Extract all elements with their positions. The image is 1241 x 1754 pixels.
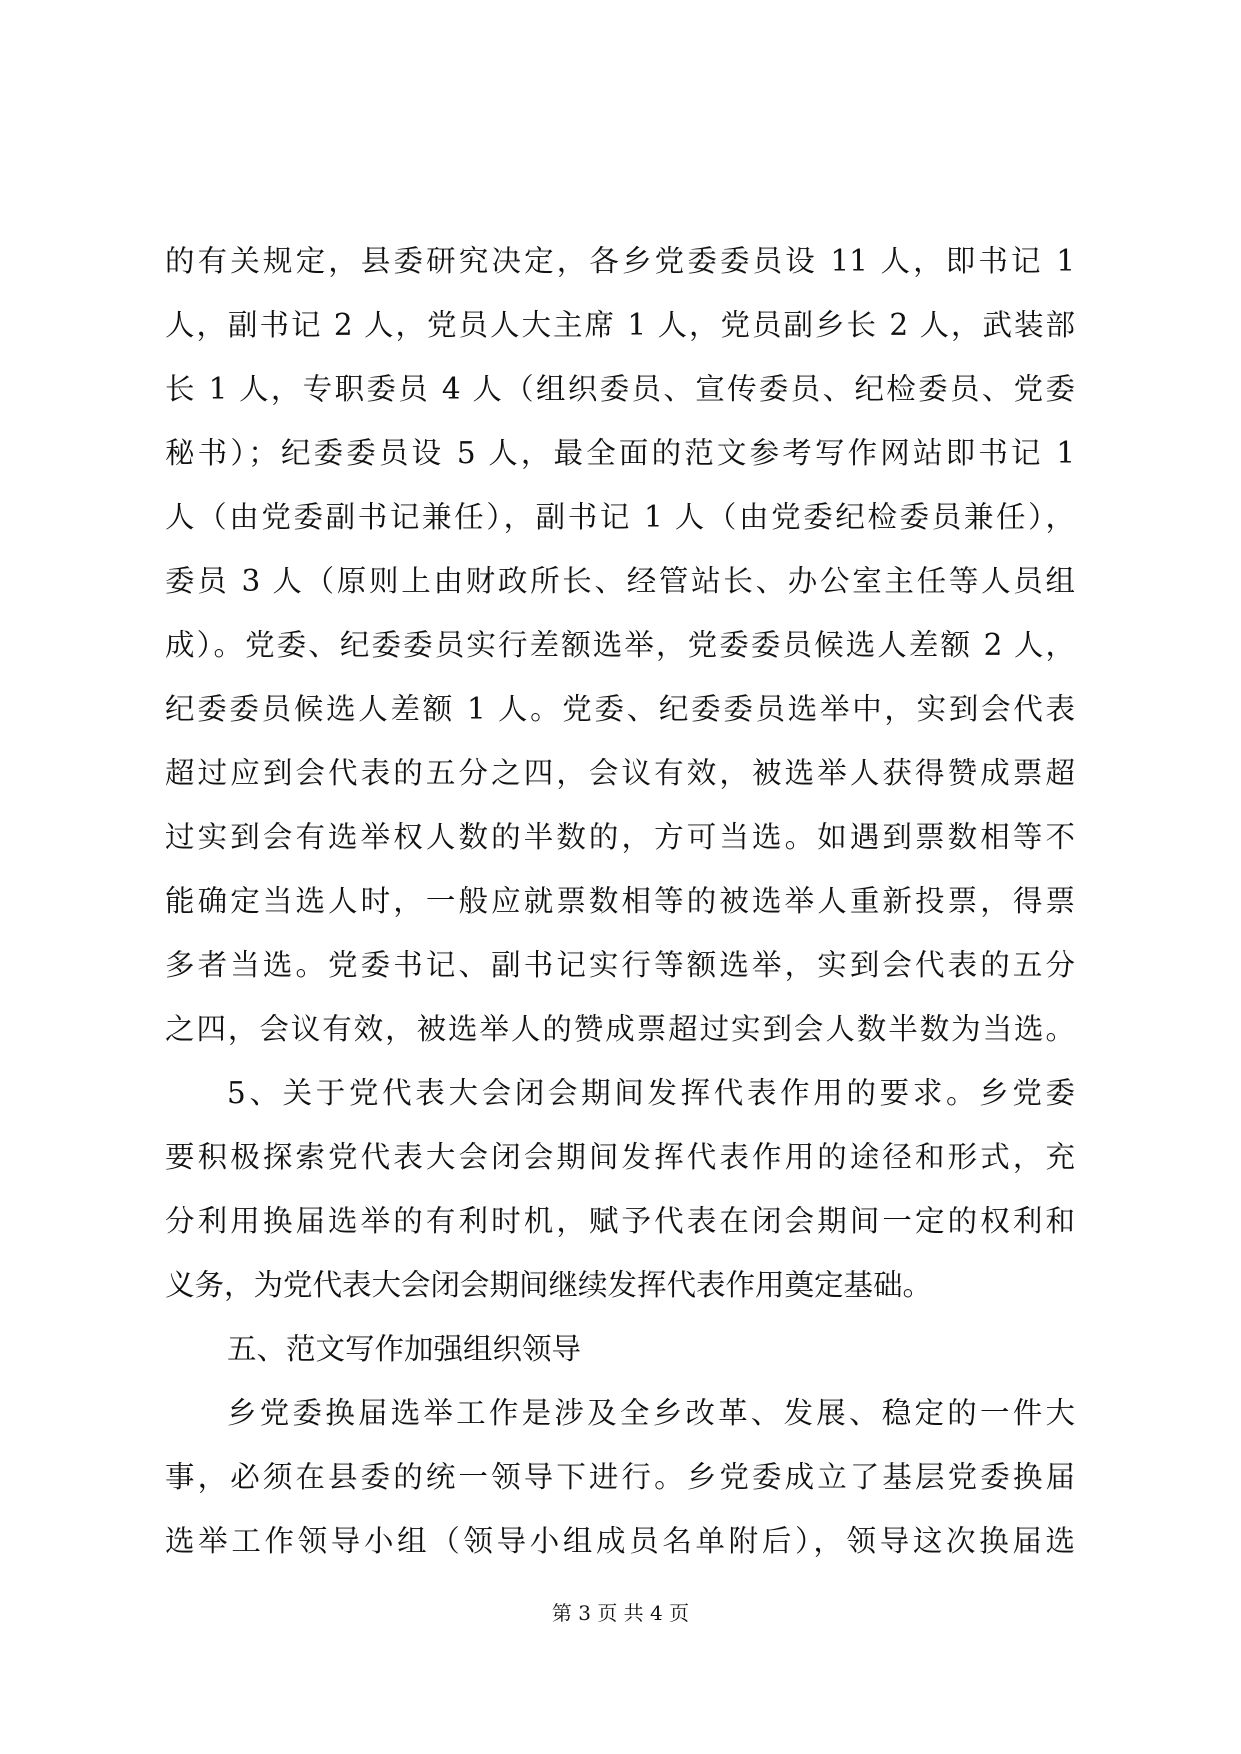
- text-line: 选举工作领导小组（领导小组成员名单附后），领导这次换届选: [165, 1524, 1075, 1558]
- section-heading: 五、范文写作加强组织领导: [227, 1332, 582, 1366]
- body-text: [165, 229, 1075, 1573]
- text-line: 义务，为党代表大会闭会期间继续发挥代表作用奠定基础。: [165, 1268, 933, 1302]
- text-line: 超过应到会代表的五分之四，会议有效，被选举人获得赞成票超: [165, 756, 1075, 790]
- text-line: 秘书）；纪委委员设 5 人，最全面的范文参考写作网站即书记 1: [165, 436, 1075, 470]
- paragraph-start-line: 乡党委换届选举工作是涉及全乡改革、发展、稳定的一件大: [227, 1396, 1075, 1430]
- text-line: 要积极探索党代表大会闭会期间发挥代表作用的途径和形式，充: [165, 1140, 1075, 1174]
- text-line: 能确定当选人时，一般应就票数相等的被选举人重新投票，得票: [165, 884, 1075, 918]
- text-line: 事，必须在县委的统一领导下进行。乡党委成立了基层党委换届: [165, 1460, 1075, 1494]
- text-line: 之四，会议有效，被选举人的赞成票超过实到会人数半数为当选。: [165, 1012, 1075, 1046]
- text-line: 人（由党委副书记兼任），副书记 1 人（由党委纪检委员兼任），: [165, 500, 1075, 534]
- text-line: 纪委委员候选人差额 1 人。党委、纪委委员选举中，实到会代表: [165, 692, 1075, 726]
- text-line: 的有关规定，县委研究决定，各乡党委委员设 11 人，即书记 1: [165, 244, 1075, 278]
- page-footer: [0, 1598, 1241, 1628]
- text-line: 人，副书记 2 人，党员人大主席 1 人，党员副乡长 2 人，武装部: [165, 308, 1075, 342]
- paragraph-start-line: 5、关于党代表大会闭会期间发挥代表作用的要求。乡党委: [227, 1076, 1075, 1110]
- text-line: 过实到会有选举权人数的半数的，方可当选。如遇到票数相等不: [165, 820, 1075, 854]
- text-line: 委员 3 人（原则上由财政所长、经管站长、办公室主任等人员组: [165, 564, 1075, 598]
- text-line: 分利用换届选举的有利时机，赋予代表在闭会期间一定的权利和: [165, 1204, 1075, 1238]
- text-line: 成）。党委、纪委委员实行差额选举，党委委员候选人差额 2 人，: [165, 628, 1075, 662]
- page-number-label: 第 3 页 共 4 页: [551, 1601, 690, 1625]
- text-line: 多者当选。党委书记、副书记实行等额选举，实到会代表的五分: [165, 948, 1075, 982]
- text-line: 长 1 人，专职委员 4 人（组织委员、宣传委员、纪检委员、党委: [165, 372, 1075, 406]
